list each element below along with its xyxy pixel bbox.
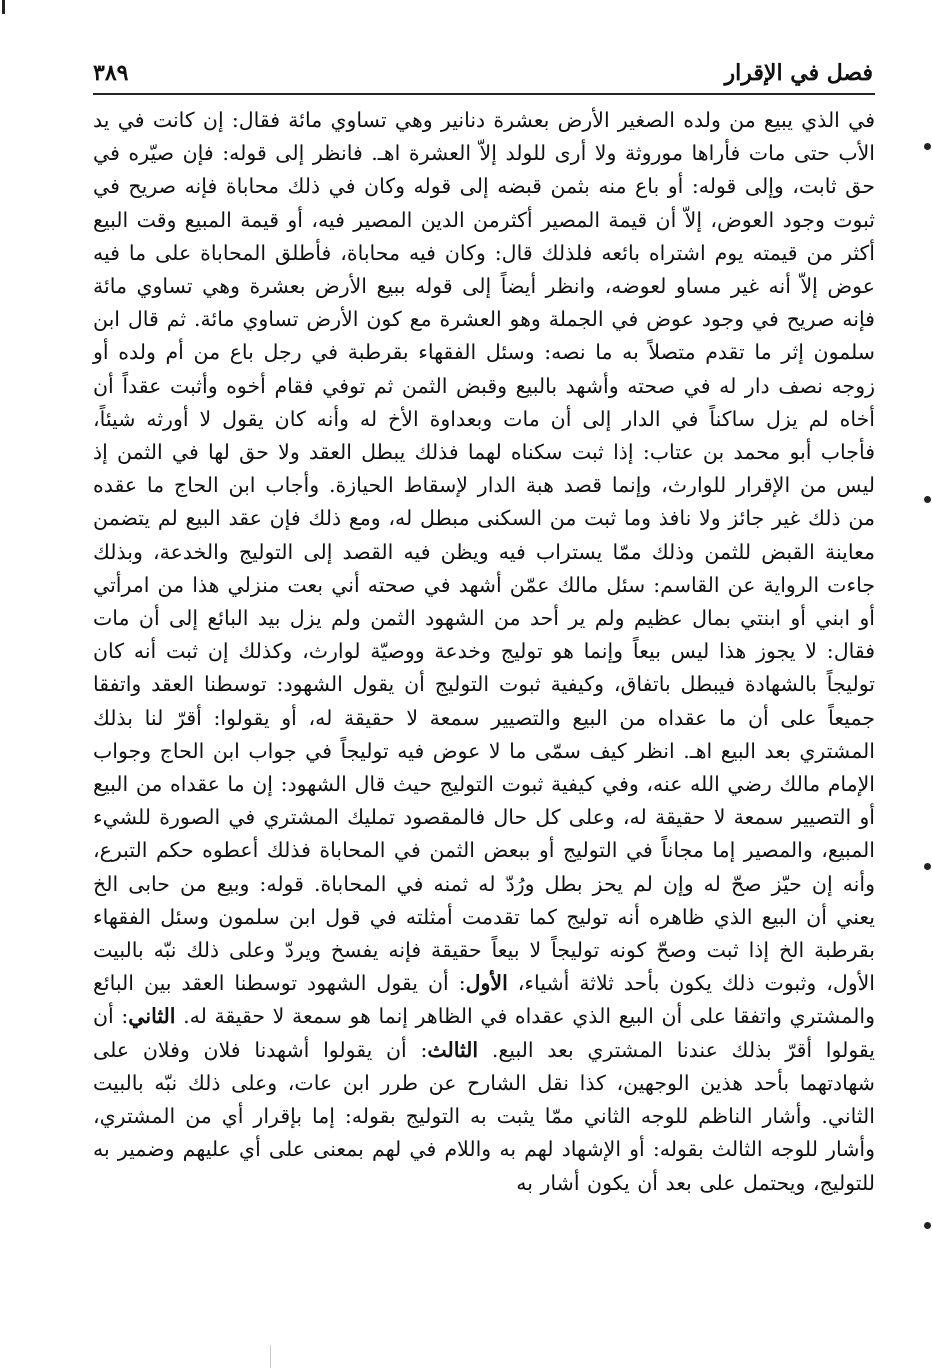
body-paragraph-2: : أن يقول الشهود توسطنا العقد بين البائع والمشتري واتفقا على أن البيع الذي عقداه في الظاهر إنما هو سمعة لا حقيقة له.: [93, 971, 875, 1029]
label-first: الأول: [465, 971, 508, 996]
margin-dot: [924, 143, 931, 150]
body-text: [93, 104, 875, 1324]
body-paragraph-1: في الذي يبيع من ولده الصغير الأرض بعشرة دنانير وهي تساوي مائة فقال: إن كانت في يد الأب حتى مات فأراها موروثة ولا أرى للولد إلاّ العشرة اهـ. فانظر إلى قوله: فإن صيّره في حق ثابت، وإلى قوله: أو باع منه بثمن قبضه إلى قوله وكان في ذلك محاباة فإنه صريح في ثبوت وجود العوض، إلاّ أن قيمة المصير أكثرمن الدين المصير فيه، أو قيمة المبيع وقت البيع أكثر من قيمته يوم اشتراه بائعه فلذلك قال: وكان فيه محاباة، فأطلق المحاباة على ما فيه عوض إلاّ أنه غير مساو لعوضه، وانظر أيضاً إلى قوله ببيع الأرض بعشرة وهي تساوي مائة فإنه صريح في وجود عوض في الجملة وهو العشرة مع كون الأرض تساوي مائة. ثم قال ابن سلمون إثر ما تقدم متصلاً به ما نصه: وسئل الفقهاء بقرطبة في رجل باع من أم ولده أو زوجه نصف دار له في صحته وأشهد بالبيع وقبض الثمن ثم توفي فقام أخوه وأثبت عقداً أن أخاه لم يزل ساكناً في الدار إلى أن مات وبعداوة الأخ له وأنه كان يقول لا أورثه شيئاً، فأجاب أبو محمد بن عتاب: إذا ثبت سكناه لهما فذلك يبطل العقد ولا حق لها في الثمن إذ ليس من الإقرار للوارث، وإنما قصد هبة الدار لإسقاط الحيازة. وأجاب ابن الحاج ما عقده من ذلك غير جائز ولا نافذ وما ثبت من السكنى مبطل له، ومع ذلك فإن عقد البيع لم يتضمن معاينة القبض للثمن وذلك ممّا يستراب فيه ويظن فيه القصد إلى التوليج والخدعة، وبذلك جاءت الرواية عن القاسم: سئل مالك عمّن أشهد في صحته أني بعت منزلي هذا من امرأتي أو ابني أو ابنتي بمال عظيم ولم ير أحد من الشهود الثمن ولم يزل بيد البائع إلى أن مات فقال: لا يجوز هذا ليس بيعاً وإنما هو توليج وخدعة ووصيّة لوارث، وكذلك إن ثبت أنه كان توليجاً بالشهادة فيبطل باتفاق، وكيفية ثبوت التوليج أن يقول الشهود: توسطنا العقد واتفقا جميعاً على أن ما عقداه من البيع والتصيير سمعة لا حقيقة له، أو يقولوا: أقرّ لنا بذلك المشتري بعد البيع اهـ. انظر كيف سمّى ما لا عوض فيه توليجاً في جواب ابن الحاج وجواب الإمام مالك رضي الله عنه، وفي كيفية ثبوت التوليج حيث قال الشهود: إن ما عقداه من البيع أو التصيير سمعة لا حقيقة له، وعلى كل حال فالمقصود تمليك المشتري في الصورة للشيء المبيع، والمصير إما مجاناً في التوليج أو ببعض الثمن في المحاباة فذلك أعطوه حكم التبرع، وأنه إن حيّز صحّ له وإن لم يحز بطل ورُدّ له ثمنه في المحاباة. قوله: وبيع من حابى الخ يعني أن البيع الذي ظاهره أنه توليج كما تقدمت أمثلته في قول ابن سلمون وسئل الفقهاء بقرطبة الخ إذا ثبت وصحّ كونه توليجاً لا بيعاً حقيقة فإنه يفسخ ويردّ وعلى ذلك نبّه بالبيت الأول، وثبوت ذلك يكون بأحد ثلاثة أشياء،: [93, 108, 875, 996]
page-crease: [270, 1345, 271, 1368]
header-rule: [93, 93, 875, 95]
label-second: الثاني: [128, 1004, 176, 1029]
scan-corner-mark: [2, 0, 5, 14]
body-paragraph-3: : أن يقولوا أقرّ بذلك عندنا المشتري بعد البيع.: [93, 1004, 875, 1062]
margin-dot: [924, 863, 931, 870]
label-third: الثالث: [427, 1037, 479, 1062]
margin-dot: [924, 496, 931, 503]
page-header: [93, 56, 873, 94]
body-paragraph-4: : أن يقولوا أشهدنا فلان وفلان على شهادتهما بأحد هذين الوجهين، كذا نقل الشارح عن طرر ابن عات، وعلى ذلك نبّه بالبيت الثاني. وأشار الناظم للوجه الثاني ممّا يثبت به التوليج بقوله: إما بإقرار أي من المشتري، وأشار للوجه الثالث بقوله: أو الإشهاد لهم به واللام في لهم بمعنى على أي عليهم وضمير به للتوليج، ويحتمل على بعد أن يكون أشار به: [93, 1037, 875, 1195]
running-title: فصل في الإقرار: [724, 60, 873, 86]
margin-dot: [924, 1222, 931, 1229]
page-number: ٣٨٩: [93, 60, 129, 86]
